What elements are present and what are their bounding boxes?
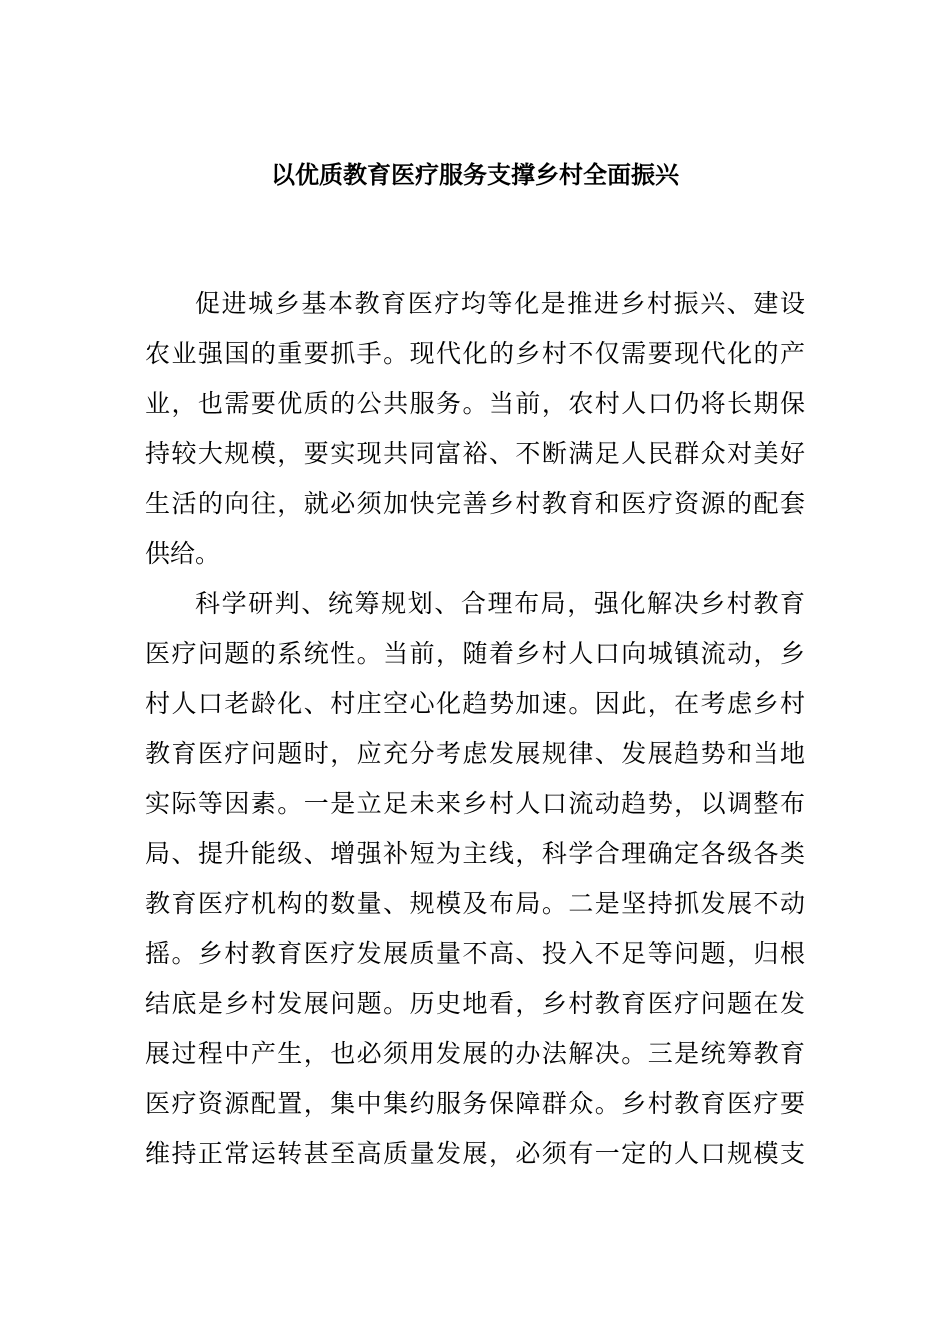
paragraph-2-line-8: 摇。乡村教育医疗发展质量不高、投入不足等问题，归根 <box>145 939 805 968</box>
paragraph-2-line-3: 村人口老龄化、村庄空心化趋势加速。因此，在考虑乡村 <box>145 689 805 718</box>
paragraph-2-line-12: 维持正常运转甚至高质量发展，必须有一定的人口规模支 <box>145 1139 805 1168</box>
document-body <box>145 279 805 1179</box>
paragraph-1-line-5: 生活的向往，就必须加快完善乡村教育和医疗资源的配套 <box>145 489 805 518</box>
paragraph-2-line-2: 医疗问题的系统性。当前，随着乡村人口向城镇流动，乡 <box>145 639 805 668</box>
paragraph-2-line-10: 展过程中产生，也必须用发展的办法解决。三是统筹教育 <box>145 1039 805 1068</box>
paragraph-1-line-1: 促进城乡基本教育医疗均等化是推进乡村振兴、建设 <box>195 289 805 318</box>
paragraph-1-line-2: 农业强国的重要抓手。现代化的乡村不仅需要现代化的产 <box>145 339 805 368</box>
paragraph-2-line-6: 局、提升能级、增强补短为主线，科学合理确定各级各类 <box>145 839 805 868</box>
paragraph-1-line-3: 业，也需要优质的公共服务。当前，农村人口仍将长期保 <box>145 389 805 418</box>
paragraph-2-line-9: 结底是乡村发展问题。历史地看，乡村教育医疗问题在发 <box>145 989 805 1018</box>
paragraph-2-line-7: 教育医疗机构的数量、规模及布局。二是坚持抓发展不动 <box>145 889 805 918</box>
document-title: 以优质教育医疗服务支撑乡村全面振兴 <box>271 161 679 189</box>
paragraph-2-line-1: 科学研判、统筹规划、合理布局，强化解决乡村教育 <box>195 589 805 618</box>
paragraph-1-line-4: 持较大规模，要实现共同富裕、不断满足人民群众对美好 <box>145 439 805 468</box>
paragraph-2-line-11: 医疗资源配置，集中集约服务保障群众。乡村教育医疗要 <box>145 1089 805 1118</box>
paragraph-1-line-6: 供给。 <box>145 539 221 568</box>
paragraph-2-line-5: 实际等因素。一是立足未来乡村人口流动趋势，以调整布 <box>145 789 805 818</box>
paragraph-2-line-4: 教育医疗问题时，应充分考虑发展规律、发展趋势和当地 <box>145 739 805 768</box>
